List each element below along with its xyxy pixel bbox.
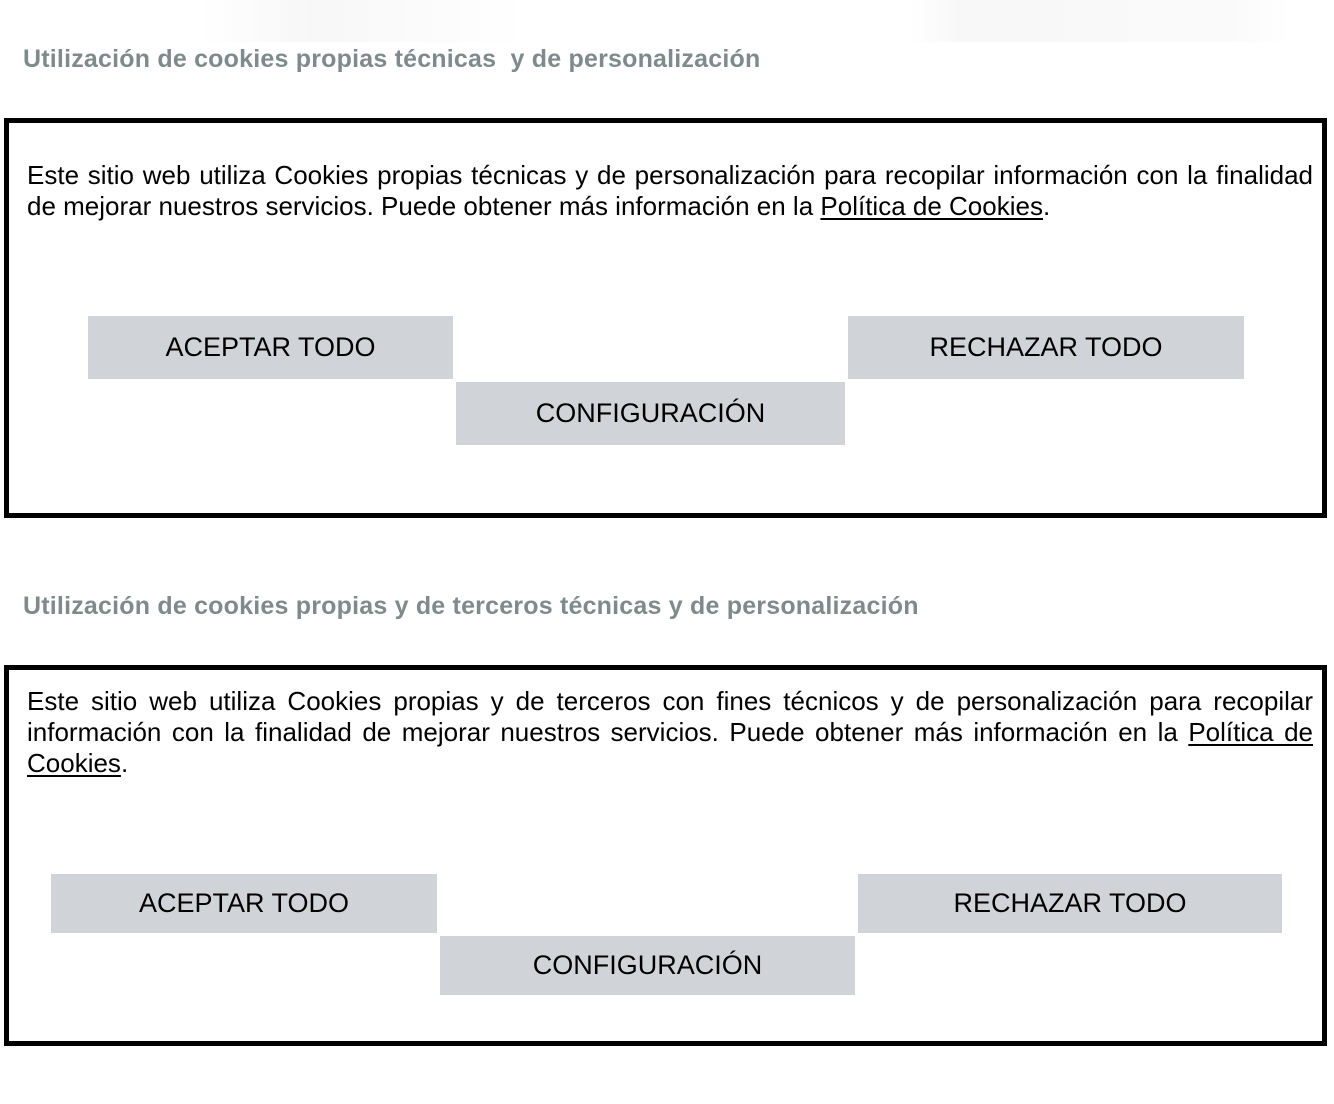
section-title-own-cookies: Utilización de cookies propias técnicas y de personalización [23, 45, 761, 73]
configuration-button[interactable]: CONFIGURACIÓN [440, 936, 855, 995]
cookie-banner-text [27, 160, 1313, 222]
cookie-banner-text [27, 686, 1313, 779]
reject-all-button[interactable]: RECHAZAR TODO [848, 316, 1244, 379]
cookie-banner-period: . [1042, 191, 1051, 221]
top-image-fragment [200, 0, 1290, 42]
configuration-button[interactable]: CONFIGURACIÓN [456, 382, 845, 445]
section-title-third-party-cookies: Utilización de cookies propias y de terceros técnicas y de personalización [23, 592, 919, 620]
cookie-policy-link[interactable]: Política de Cookies [820, 191, 1043, 221]
accept-all-button[interactable]: ACEPTAR TODO [88, 316, 453, 379]
accept-all-button[interactable]: ACEPTAR TODO [51, 874, 437, 933]
cookie-banner-message: Este sitio web utiliza Cookies propias y de terceros con fines técnicos y de personalización para recopilar información con la finalidad de mejorar nuestros servicios. Puede obtener más información en la [27, 686, 1313, 747]
cookie-banner-own [4, 118, 1327, 518]
cookie-banner-period: . [120, 748, 129, 778]
cookie-banner-third-party [4, 665, 1327, 1046]
cookie-banner-message: Este sitio web utiliza Cookies propias técnicas y de personalización para recopilar información con la finalidad de mejorar nuestros servicios. Puede obtener más información en la [27, 160, 1313, 221]
cookie-policy-link[interactable]: Política de Cookies [27, 717, 1313, 778]
reject-all-button[interactable]: RECHAZAR TODO [858, 874, 1282, 933]
